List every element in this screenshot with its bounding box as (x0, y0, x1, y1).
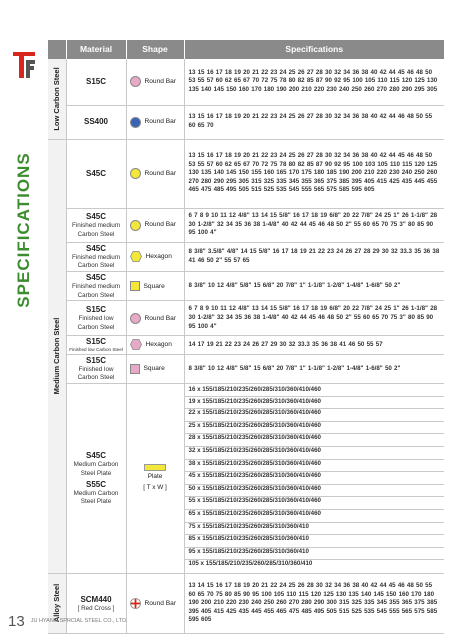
plate-line: 105 x 155/185/210/235/260/285/310/360/410 (188, 560, 313, 568)
plate-line: 22 x 155/185/210/235/260/285/310/360/410/460 (185, 409, 445, 422)
material-name: SCM440 (80, 594, 112, 604)
material-name: S45C (85, 168, 106, 178)
plate-line: 45 x 155/185/210/235/260/285/310/360/410/460 (185, 472, 445, 485)
material-sub: [ Red Cross ] (77, 604, 115, 612)
pink-circle-icon (130, 313, 141, 324)
shape-label: Round Bar (144, 118, 177, 126)
shape-label: Round Bar (144, 221, 177, 229)
spec-text: 8 3/8" 10 12 4/8" 5/8" 15 6/8" 20 7/8" 1" 1-1/8" 1-2/8" 1-4/8" 1-6/8" 50 2" (184, 354, 444, 383)
material-name: S15C (85, 77, 106, 87)
plate-line: 16 x 155/185/210/235/260/285/310/360/410/460 (184, 384, 444, 397)
plate-line: 28 x 155/185/210/235/260/285/310/360/410/460 (185, 434, 445, 447)
material-name: SS400 (83, 117, 109, 127)
material-sub: Finished medium Carbon Steel (72, 282, 120, 299)
material-name: S15C (85, 337, 106, 347)
table-row (48, 208, 444, 242)
spec-text: 8 3/8" 3.5/8" 4/8" 14 15 5/8" 16 17 18 19 21 22 23 24 26 27 28 29 30 32 33.3 35 36 38 41 46 50 2" 55 57 65 (184, 242, 444, 271)
footer (8, 612, 128, 630)
group-medium-carbon: Medium Carbon Steel (48, 139, 66, 573)
blue-circle-icon (130, 117, 141, 128)
material-sub: Finished low Carbon Steel (77, 365, 115, 382)
shape-label: Plate (147, 473, 163, 481)
header-material: Material (66, 40, 126, 59)
side-title: SPECIFICATIONS (14, 152, 33, 308)
material-name: S55C (85, 479, 106, 489)
red-cross-circle-icon (130, 598, 141, 609)
company-name: JU HYANG SPRCIAL STEEL CO., LTD. (30, 618, 128, 624)
plate-line: 19 x 155/185/210/235/260/285/310/360/410/460 (184, 396, 444, 409)
table-row (48, 139, 444, 208)
material-name: S45C (85, 272, 106, 282)
material-sub: Finished low Carbon Steel (69, 347, 123, 353)
plate-line: 38 x 155/185/210/235/260/285/310/360/410/460 (185, 460, 445, 473)
yellow-square-icon (130, 281, 140, 291)
yellow-plate-icon (144, 464, 166, 471)
material-sub: Finished low Carbon Steel (77, 315, 115, 331)
group-low-carbon: Low Carbon Steel (48, 59, 66, 139)
jfs-logo-icon (10, 48, 38, 82)
plate-line: 75 x 155/185/210/235/260/285/310/360/410 (185, 523, 445, 536)
spec-text: 13 14 15 16 17 18 19 20 21 22 24 25 26 28 30 32 34 36 38 40 42 44 45 46 48 50 55 60 65 70 75 80 85 90 95 100 105 110 115 120 125 130 135 140 145 150 160 170 180 190 200 210 220 230 240 250 260 270 280 290 300 315 325 335 345 355 365 375 385 395 405 415 425 435 445 455 465 475 485 495 505 515 525 535 545 555 565 575 585 595 605 (184, 573, 444, 633)
table-row (48, 242, 444, 271)
plate-line: 55 x 155/185/210/235/260/285/310/360/410/460 (185, 497, 445, 510)
spec-text: 6 7 8 9 10 11 12 4/8" 13 14 15 5/8" 16 17 18 19 6/8" 20 22 7/8" 24 25 1" 26 1-1/8" 28 30 1-2/8" 32 34 35 36 38 1-4/8" 40 42 44 45 46 48 50 2" 55 60 65 70 75 3" 80 85 90 95 100 4" (184, 301, 444, 336)
spec-table (48, 40, 444, 634)
shape-label: Square (143, 282, 165, 290)
table-row-plate (48, 384, 444, 397)
material-name: S15C (85, 355, 106, 365)
plate-line: 50 x 155/185/210/235/260/285/310/360/410/460 (185, 485, 445, 498)
shape-label: Round Bar (144, 169, 177, 177)
table-row (48, 336, 444, 354)
table-row (48, 271, 444, 300)
plate-line: 32 x 155/185/210/235/260/285/310/360/410/460 (185, 447, 445, 460)
header-shape: Shape (126, 40, 184, 59)
material-sub: Finished medium Carbon Steel (72, 221, 120, 238)
plate-line: 25 x 155/185/210/235/260/285/310/360/410/460 (185, 422, 445, 435)
table-header (48, 40, 444, 59)
spec-text: 13 15 16 17 18 19 20 21 22 23 24 25 26 27 28 30 32 34 36 38 40 42 44 45 46 48 50 53 55 57 60 62 65 67 70 72 75 78 80 82 85 87 90 92 95 100 103 105 110 115 120 125 130 135 140 145 150 155 160 165 170 175 180 185 190 200 210 220 230 240 250 260 270 280 290 295 305 315 325 335 345 355 365 375 385 395 405 415 425 435 445 455 465 475 485 495 505 515 525 535 545 555 565 575 585 595 605 (184, 139, 444, 208)
yellow-circle-icon (130, 168, 141, 179)
material-name: S45C (85, 243, 106, 253)
pink-circle-icon (130, 76, 141, 87)
pink-hexagon-icon (130, 339, 142, 350)
group-alloy: Alloy Steel (48, 573, 66, 633)
yellow-circle-icon (130, 220, 141, 231)
shape-label: Round Bar (144, 314, 177, 322)
material-sub: Medium Carbon Steel Plate (73, 489, 119, 506)
spec-text: 14 17 19 21 22 23 24 26 27 29 30 32 33.3 35 36 38 41 46 50 55 57 (184, 336, 444, 354)
table-row (48, 354, 444, 383)
material-sub: Medium Carbon Steel Plate (73, 461, 119, 477)
spec-text: 6 7 8 9 10 11 12 4/8" 13 14 15 5/8" 16 17 18 19 6/8" 20 22 7/8" 24 25 1" 26 1-1/8" 28 30 1-2/8" 32 34 35 36 38 1-4/8" 40 42 44 45 46 48 50 2" 55 60 65 70 75 3" 80 85 90 95 100 4" (184, 208, 444, 242)
material-name: S15C (85, 305, 106, 315)
material-sub: Finished medium Carbon Steel (72, 253, 120, 270)
shape-label: Hexagon (145, 253, 172, 261)
table-row (48, 59, 444, 105)
pink-square-icon (130, 364, 140, 374)
plate-line: 85 x 155/185/210/235/260/285/310/360/410 (185, 535, 445, 548)
material-name: S45C (85, 211, 106, 221)
spec-text: 13 15 16 17 18 19 20 21 22 23 24 25 26 27 28 30 32 34 36 38 40 42 44 46 48 50 55 60 65 70 (184, 105, 444, 139)
spec-text: 13 15 16 17 18 19 20 21 22 23 24 25 26 27 28 30 32 34 36 38 40 42 44 45 46 48 50 53 55 57 60 62 65 67 70 72 75 78 80 82 85 87 90 92 95 100 105 110 115 120 125 130 135 140 145 150 160 170 180 190 200 210 220 230 240 250 260 270 280 290 295 305 (184, 59, 444, 105)
shape-label: Square (143, 365, 165, 373)
spec-text: 8 3/8" 10 12 4/8" 5/8" 15 6/8" 20 7/8" 1" 1-1/8" 1-2/8" 1-4/8" 1-6/8" 50 2" (184, 271, 444, 300)
yellow-hexagon-icon (130, 251, 142, 262)
shape-label: Hexagon (145, 341, 172, 349)
sidebar (0, 0, 48, 637)
table-row (48, 301, 444, 336)
header-specifications: Specifications (184, 40, 444, 59)
shape-label: Round Bar (144, 599, 177, 607)
plate-line: 65 x 155/185/210/235/260/285/310/360/410/460 (185, 510, 445, 523)
material-name: S45C (85, 451, 106, 461)
plate-line: 95 x 155/185/210/235/260/285/310/360/410 (185, 548, 445, 561)
table-row (48, 105, 444, 139)
shape-sublabel: [ T x W ] (143, 484, 167, 492)
page-number: 13 (8, 612, 25, 630)
shape-label: Round Bar (144, 78, 177, 86)
